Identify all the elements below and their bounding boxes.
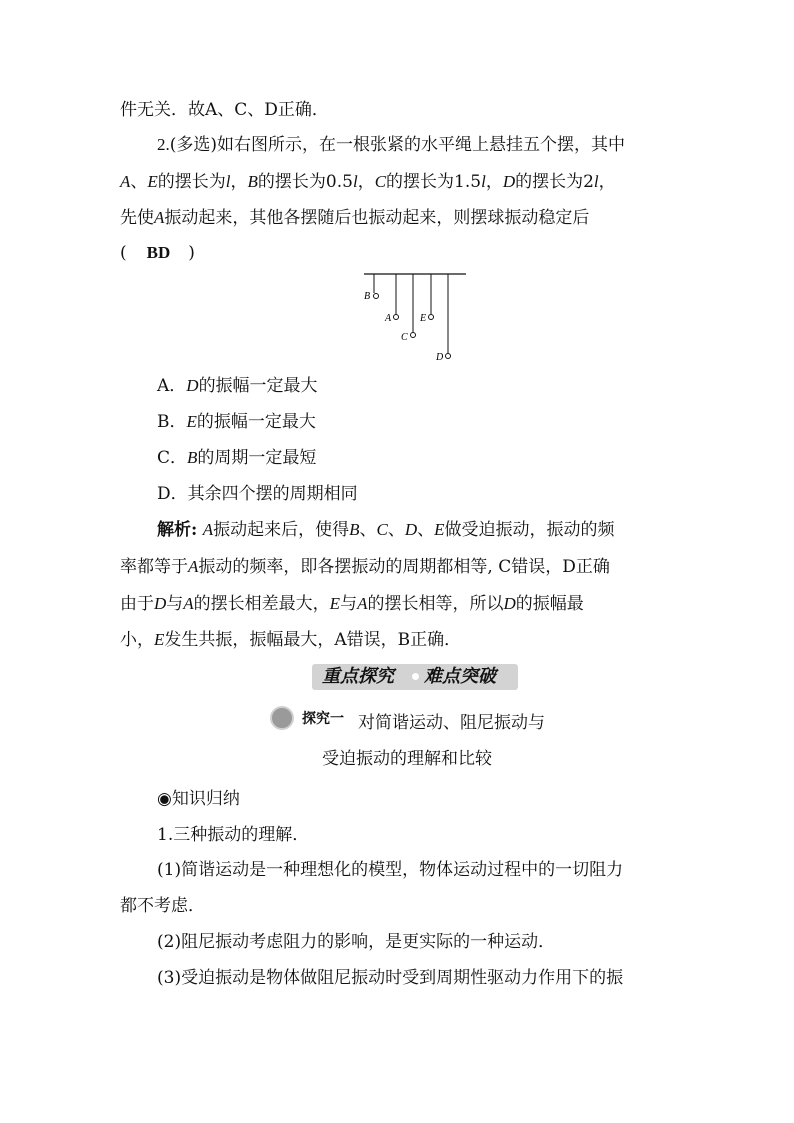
explore-icon bbox=[270, 706, 294, 730]
label-c: C bbox=[401, 332, 408, 343]
answer: BD bbox=[146, 243, 171, 262]
label-e: E bbox=[420, 313, 427, 324]
pendulum-b-bob bbox=[374, 294, 379, 299]
banner-right-text: 难点突破 bbox=[424, 666, 496, 687]
option-a: A．D的振幅一定最大 bbox=[157, 376, 318, 396]
knowledge-item-2a: (1)简谐运动是一种理想化的模型，物体运动过程中的一切阻力 bbox=[157, 860, 624, 880]
analysis-line-3: 由于D与A的摆长相差最大，E与A的摆长相等，所以D的振幅最 bbox=[120, 594, 584, 614]
explore-title-2: 受迫振动的理解和比较 bbox=[322, 749, 492, 769]
knowledge-item-3: (2)阻尼振动考虑阻力的影响，是更实际的一种运动． bbox=[157, 932, 556, 952]
analysis-label: 解析: bbox=[157, 520, 198, 540]
section-banner bbox=[312, 664, 518, 690]
text-line-1: 件无关．故A、C、D正确． bbox=[120, 100, 329, 120]
analysis-line-1: 解析: A振动起来后，使得B、C、D、E做受迫振动，振动的频 bbox=[157, 520, 615, 540]
label-a: A bbox=[385, 313, 392, 324]
pendulum-diagram bbox=[360, 268, 470, 364]
label-d: D bbox=[436, 352, 444, 363]
explore-label: 探究一 bbox=[302, 711, 344, 727]
knowledge-heading: ◉知识归纳 bbox=[157, 789, 240, 809]
banner-left-text: 重点探究 bbox=[322, 666, 394, 687]
question-line-3: 先使A振动起来，其他各摆随后也振动起来，则摆球振动稳定后 bbox=[120, 208, 590, 228]
pendulum-e-bob bbox=[429, 315, 434, 320]
banner-dot bbox=[412, 673, 419, 680]
question-line-2: A、E的摆长为l，B的摆长为0.5l，C的摆长为1.5l，D的摆长为2l， bbox=[120, 172, 616, 192]
question-line-1: 2.(多选)如右图所示，在一根张紧的水平绳上悬挂五个摆，其中 bbox=[157, 135, 626, 155]
option-d: D．其余四个摆的周期相同 bbox=[157, 484, 358, 504]
pendulum-a-bob bbox=[394, 315, 399, 320]
label-b: B bbox=[364, 291, 371, 302]
option-c: C．B的周期一定最短 bbox=[157, 448, 317, 468]
explore-title-1: 对简谐运动、阻尼振动与 bbox=[358, 713, 545, 733]
analysis-line-4: 小，E发生共振，振幅最大，A错误，B正确． bbox=[120, 630, 462, 650]
pendulum-d-bob bbox=[446, 354, 451, 359]
knowledge-item-4: (3)受迫振动是物体做阻尼振动时受到周期性驱动力作用下的振 bbox=[157, 968, 624, 988]
option-b: B．E的振幅一定最大 bbox=[157, 412, 316, 432]
knowledge-item-1: 1.三种振动的理解． bbox=[157, 825, 310, 845]
analysis-line-2: 率都等于A振动的频率，即各摆振动的周期都相等, C错误，D正确 bbox=[120, 557, 610, 577]
answer-line: ( BD ) bbox=[120, 243, 195, 263]
pendulum-c-bob bbox=[411, 333, 416, 338]
knowledge-item-2b: 都不考虑． bbox=[120, 896, 205, 916]
